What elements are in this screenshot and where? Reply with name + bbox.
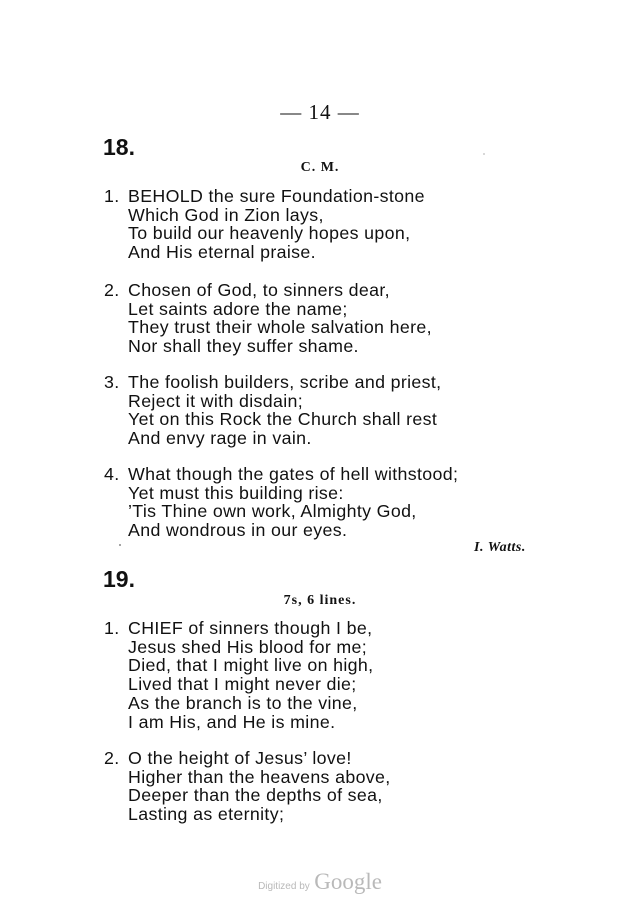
stanza-line: Lasting as eternity; bbox=[128, 804, 285, 825]
stanza-line: Yet must this building rise: bbox=[128, 482, 344, 503]
stanza bbox=[104, 465, 564, 540]
line-text: The foolish builders, scribe and priest, bbox=[128, 372, 442, 392]
stanza-line: I am His, and He is mine. bbox=[128, 711, 336, 732]
stanza-line bbox=[104, 749, 564, 768]
stanza-number: 2. bbox=[104, 748, 120, 768]
stanza-line: Higher than the heavens above, bbox=[128, 766, 391, 787]
stanza-line: Lived that I might never die; bbox=[128, 674, 357, 695]
stanza-line: Reject it with disdain; bbox=[128, 390, 304, 411]
stanza-line: Deeper than the depths of sea, bbox=[128, 785, 383, 806]
stanza-line bbox=[104, 465, 564, 484]
stanza bbox=[104, 187, 564, 262]
scan-speck bbox=[483, 153, 485, 155]
line-text: BEHOLD the sure Foundation-stone bbox=[128, 186, 425, 206]
stanza-line: Died, that I might live on high, bbox=[128, 655, 374, 676]
stanza-number: 4. bbox=[104, 464, 120, 484]
stanza-line bbox=[104, 373, 564, 392]
stanza-line: Nor shall they suffer shame. bbox=[128, 336, 359, 357]
watermark-brand: Google bbox=[314, 869, 382, 894]
stanza-line: They trust their whole salvation here, bbox=[128, 317, 432, 338]
stanza-number: 3. bbox=[104, 372, 120, 392]
stanza bbox=[104, 749, 564, 824]
stanza-line: And wondrous in our eyes. bbox=[128, 520, 348, 541]
stanza-line: And His eternal praise. bbox=[128, 242, 316, 263]
stanza-line: Yet on this Rock the Church shall rest bbox=[128, 409, 438, 430]
stanza bbox=[104, 281, 564, 356]
stanza-line: Let saints adore the name; bbox=[128, 298, 348, 319]
hymn-number: 18. bbox=[103, 134, 135, 160]
stanza-line: ’Tis Thine own work, Almighty God, bbox=[128, 501, 417, 522]
digitized-watermark bbox=[0, 869, 640, 895]
page-number: — 14 — bbox=[280, 100, 360, 124]
stanza-line bbox=[104, 619, 564, 638]
stanza-number: 2. bbox=[104, 280, 120, 300]
stanza-line bbox=[104, 187, 564, 206]
stanza-number: 1. bbox=[104, 186, 120, 206]
stanza-line: Jesus shed His blood for me; bbox=[128, 636, 368, 657]
hymn-number: 19. bbox=[103, 566, 135, 592]
hymn-meter: 7s, 6 lines. bbox=[283, 593, 357, 608]
line-text: O the height of Jesus’ love! bbox=[128, 748, 352, 768]
stanza-line: And envy rage in vain. bbox=[128, 428, 312, 449]
scan-speck bbox=[119, 544, 121, 546]
hymn-meter: C. M. bbox=[300, 160, 340, 175]
stanza-line: Which God in Zion lays, bbox=[128, 204, 324, 225]
stanza bbox=[104, 619, 564, 731]
line-text: Chosen of God, to sinners dear, bbox=[128, 280, 390, 300]
stanza-number: 1. bbox=[104, 618, 120, 638]
stanza-line bbox=[104, 281, 564, 300]
stanza-line: As the branch is to the vine, bbox=[128, 692, 358, 713]
line-text: CHIEF of sinners though I be, bbox=[128, 618, 373, 638]
stanza bbox=[104, 373, 564, 448]
watermark-prefix: Digitized by bbox=[258, 881, 310, 892]
stanza-line: To build our heavenly hopes upon, bbox=[128, 223, 411, 244]
line-text: What though the gates of hell withstood; bbox=[128, 464, 459, 484]
author-attribution: I. Watts. bbox=[474, 540, 526, 555]
